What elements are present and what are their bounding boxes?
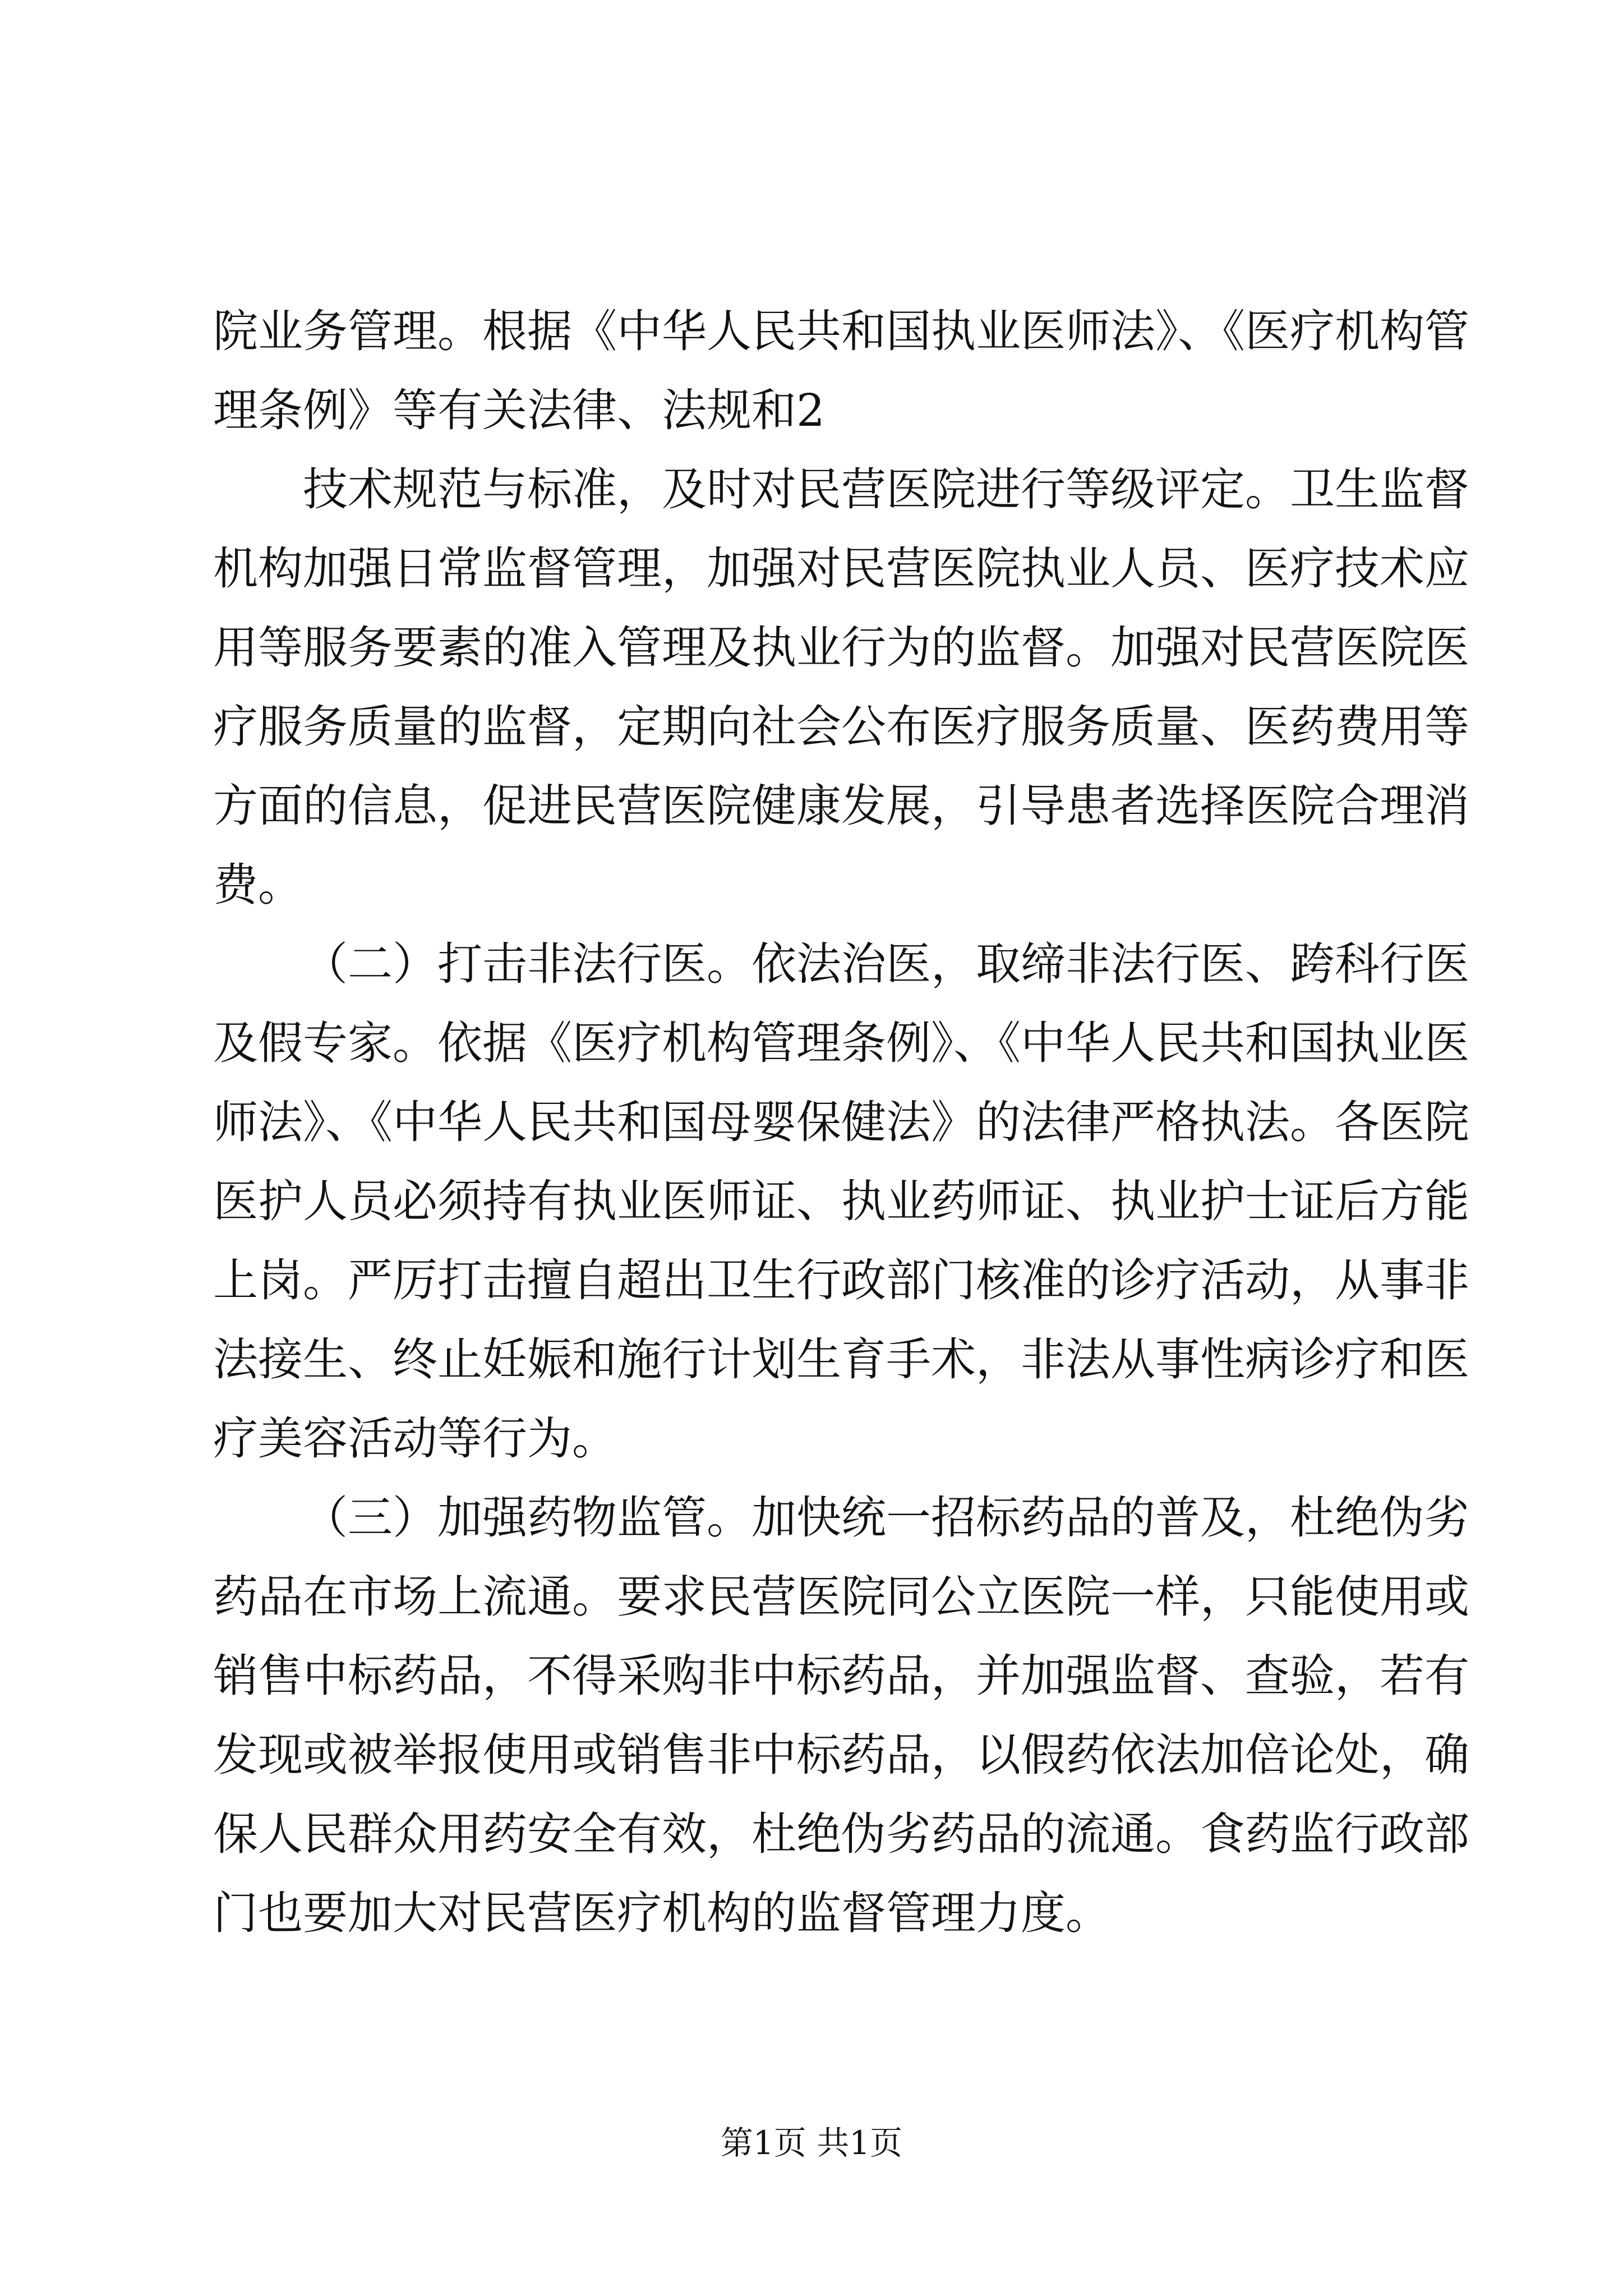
text-line: 及假专家。依据《医疗机构管理条例》、《中华人民共和国执业医 [213, 1017, 1469, 1069]
text-line: 用等服务要素的准入管理及执业行为的监督。加强对民营医院医 [213, 622, 1469, 674]
page-footer: 第1页 共1页 [720, 2124, 903, 2162]
paragraph-4 [213, 1478, 1469, 1953]
text-line: 门也要加大对民营医疗机构的监督管理力度。 [213, 1887, 1110, 1939]
paragraph-3 [213, 924, 1469, 1478]
document-body [213, 292, 1469, 1953]
text-line: 理条例》等有关法律、法规和2 [213, 384, 825, 436]
text-line: 医护人员必须持有执业医师证、执业药师证、执业护士证后方能 [213, 1175, 1469, 1227]
paragraph-1 [213, 292, 1469, 450]
text-line: 师法》、《中华人民共和国母婴保健法》的法律严格执法。各医院 [213, 1096, 1469, 1148]
text-line: （三）加强药物监管。加快统一招标药品的普及，杜绝伪劣 [303, 1492, 1469, 1544]
paragraph-2 [213, 450, 1469, 924]
text-line: 疗服务质量的监督，定期向社会公布医疗服务质量、医药费用等 [213, 701, 1469, 753]
text-line: 发现或被举报使用或销售非中标药品，以假药依法加倍论处，确 [213, 1729, 1469, 1781]
text-line: 疗美容活动等行为。 [213, 1412, 617, 1465]
text-line: 上岗。严厉打击擅自超出卫生行政部门核准的诊疗活动，从事非 [213, 1254, 1469, 1306]
text-line: 销售中标药品，不得采购非中标药品，并加强监督、查验，若有 [213, 1650, 1469, 1702]
text-line: （二）打击非法行医。依法治医，取缔非法行医、跨科行医 [303, 938, 1469, 990]
text-line: 法接生、终止妊娠和施行计划生育手术，非法从事性病诊疗和医 [213, 1333, 1469, 1386]
text-line: 院业务管理。根据《中华人民共和国执业医师法》、《医疗机构管 [213, 305, 1469, 357]
text-line: 保人民群众用药安全有效，杜绝伪劣药品的流通。食药监行政部 [213, 1808, 1469, 1860]
text-line: 机构加强日常监督管理，加强对民营医院执业人员、医疗技术应 [213, 542, 1469, 595]
text-line: 技术规范与标准，及时对民营医院进行等级评定。卫生监督 [303, 463, 1469, 516]
text-line: 方面的信息，促进民营医院健康发展，引导患者选择医院合理消 [213, 780, 1469, 832]
text-line: 费。 [213, 859, 303, 911]
text-line: 药品在市场上流通。要求民营医院同公立医院一样，只能使用或 [213, 1571, 1469, 1623]
